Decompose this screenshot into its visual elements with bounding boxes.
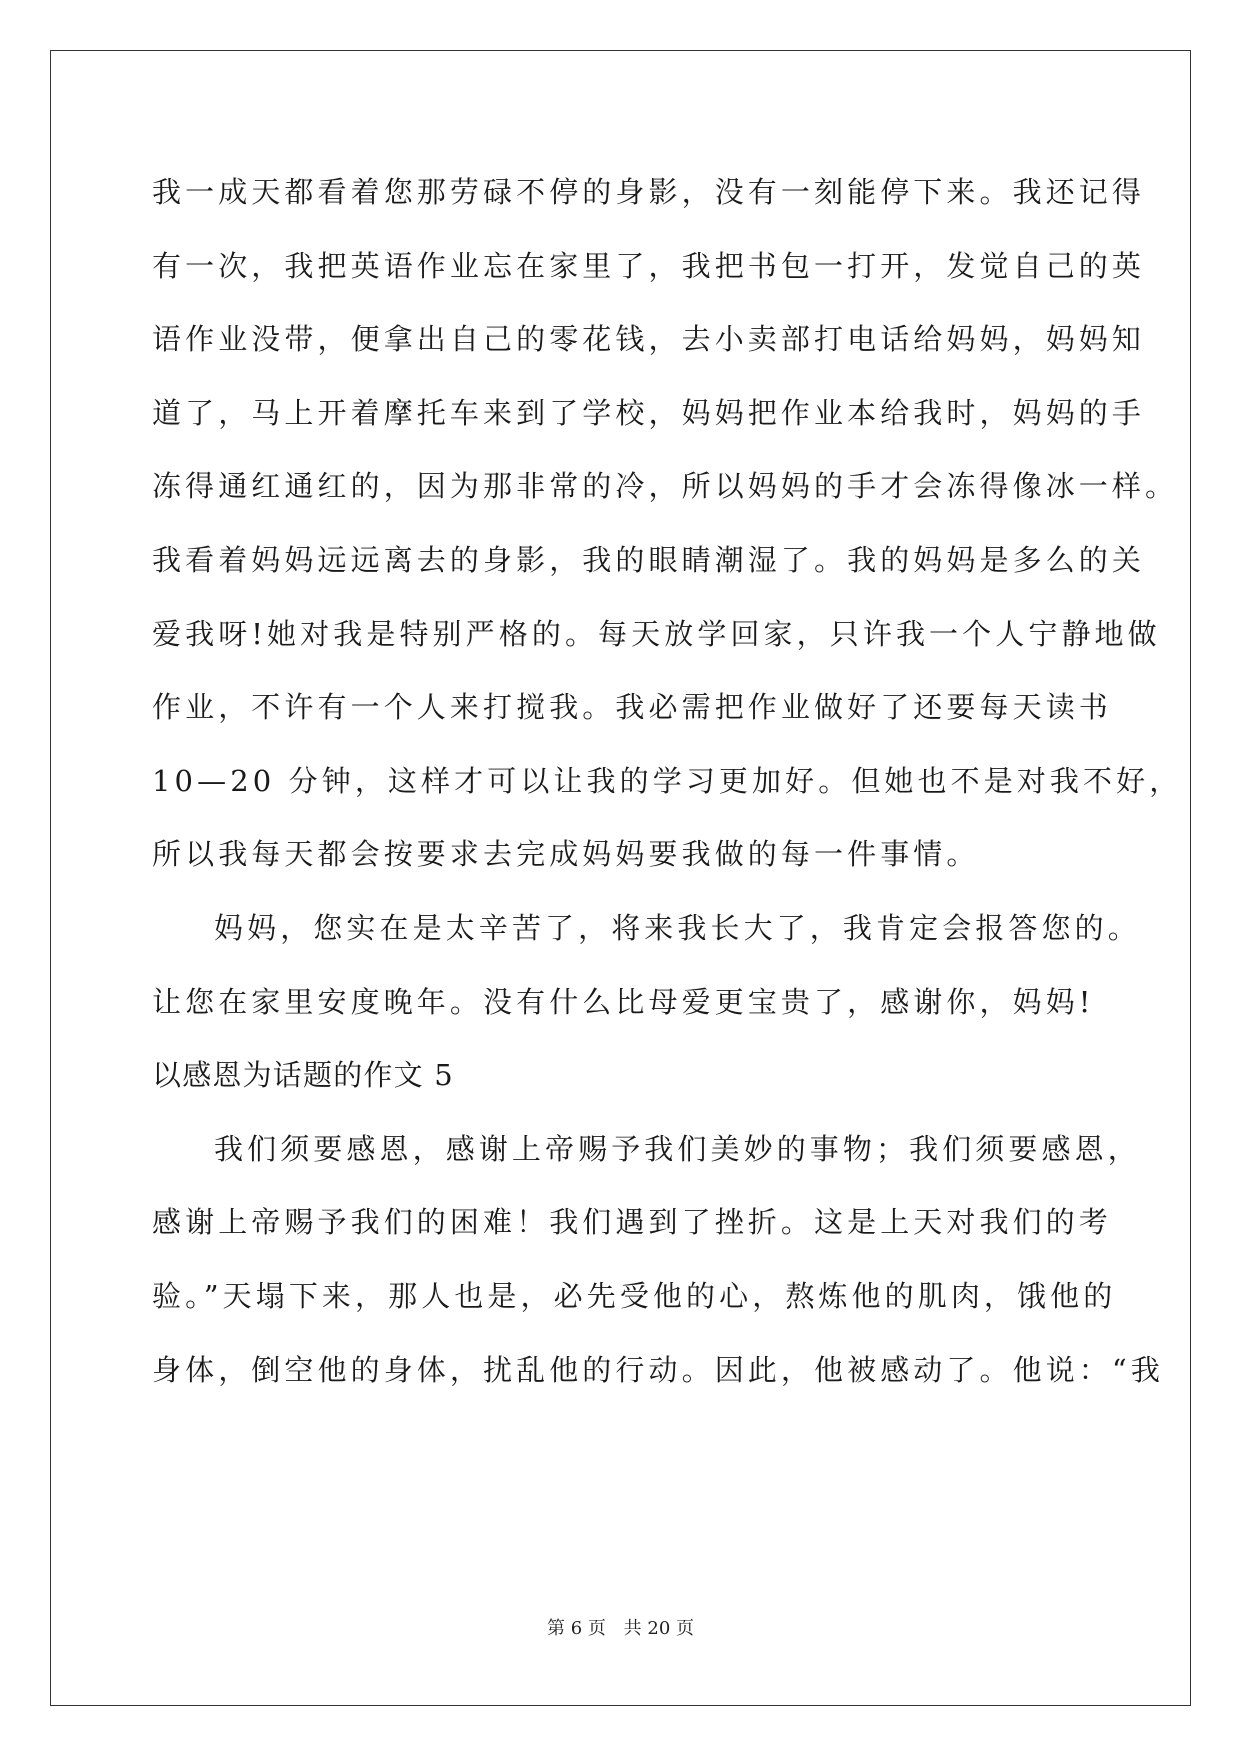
text-line: 道了，马上开着摩托车来到了学校，妈妈把作业本给我时，妈妈的手: [152, 395, 1146, 430]
text-line: 语作业没带，便拿出自己的零花钱，去小卖部打电话给妈妈，妈妈知: [152, 322, 1146, 357]
essay-heading: 以感恩为话题的作文 5: [152, 1058, 454, 1093]
document-body: [152, 156, 1183, 1407]
text-line: 感谢上帝赐予我们的困难！我们遇到了挫折。这是上天对我们的考: [152, 1205, 1112, 1240]
text-line: 爱我呀!她对我是特别严格的。每天放学回家，只许我一个人宁静地做: [152, 616, 1161, 651]
text-line: 所以我每天都会按要求去完成妈妈要我做的每一件事情。: [152, 837, 980, 872]
text-line: 冻得通红通红的，因为那非常的冷，所以妈妈的手才会冻得像冰一样。: [152, 469, 1179, 504]
paragraph-start-line: 我们须要感恩，感谢上帝赐予我们美妙的事物；我们须要感恩，: [214, 1131, 1141, 1166]
text-line: 身体，倒空他的身体，扰乱他的行动。因此，他被感动了。他说：“我: [152, 1352, 1164, 1387]
page-number: 第 6 页: [547, 1618, 606, 1639]
text-line: 10—20 分钟，这样才可以让我的学习更加好。但她也不是对我不好，: [152, 763, 1183, 798]
text-line: 让您在家里安度晚年。没有什么比母爱更宝贵了，感谢你，妈妈!: [152, 984, 1095, 1019]
total-pages: 共 20 页: [623, 1618, 694, 1639]
text-line: 有一次，我把英语作业忘在家里了，我把书包一打开，发觉自己的英: [152, 248, 1146, 283]
text-line: 我看着妈妈远远离去的身影，我的眼睛潮湿了。我的妈妈是多么的关: [152, 542, 1146, 577]
text-line: 作业，不许有一个人来打搅我。我必需把作业做好了还要每天读书: [152, 690, 1112, 725]
text-line: 验。”天塌下来，那人也是，必先受他的心，熬炼他的肌肉，饿他的: [152, 1278, 1117, 1313]
paragraph-start-line: 妈妈，您实在是太辛苦了，将来我长大了，我肯定会报答您的。: [214, 910, 1141, 945]
text-line: 我一成天都看着您那劳碌不停的身影，没有一刻能停下来。我还记得: [152, 175, 1146, 209]
page-footer: [0, 1614, 1241, 1640]
